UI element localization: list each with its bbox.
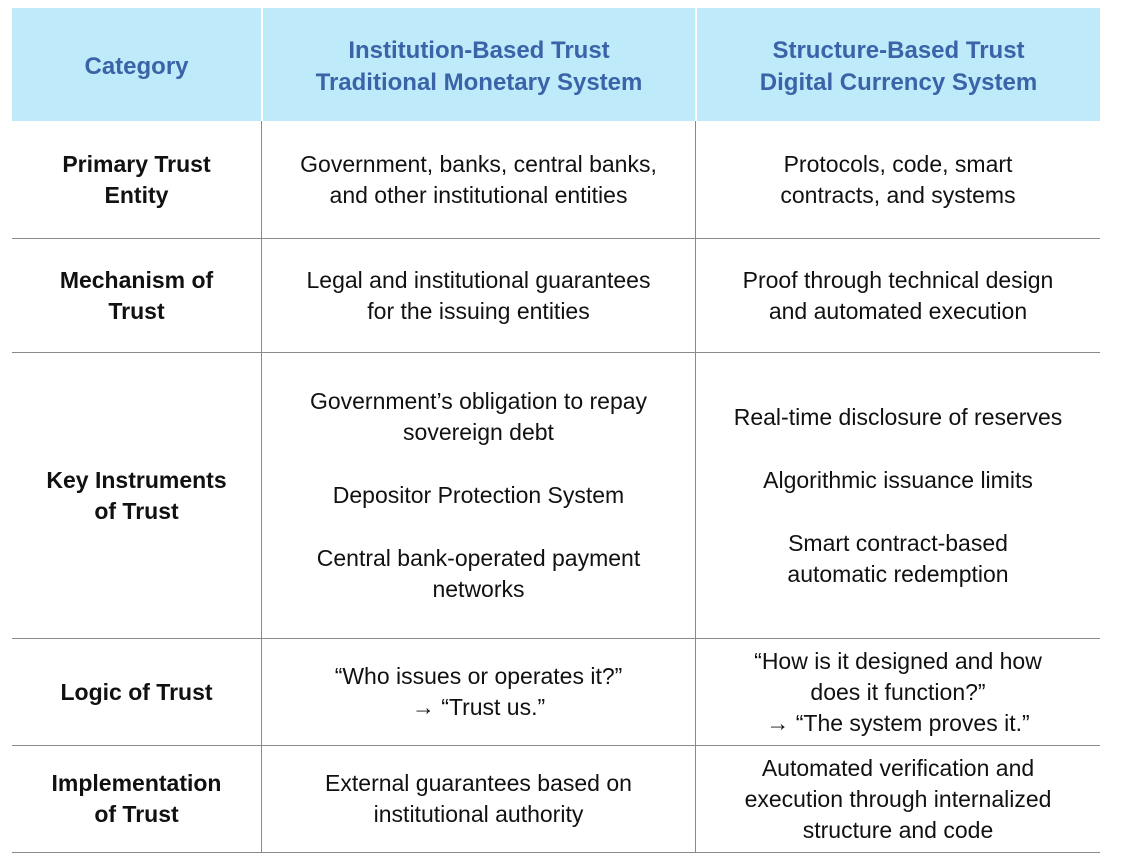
cell-line: “How is it designed and how: [754, 647, 1042, 674]
row-primary-trust-entity-structure: [695, 121, 1100, 239]
row-implementation-of-trust-institution: [261, 746, 695, 853]
category-line: of Trust: [94, 497, 179, 524]
row-logic-of-trust-category: [12, 639, 261, 746]
cell-line: institutional authority: [373, 801, 584, 827]
cell-line: Government, banks, central banks,: [300, 150, 657, 177]
row-primary-trust-entity-institution: [261, 121, 695, 239]
cell-line: execution through internalized: [744, 785, 1052, 812]
cell-line: does it function?”: [810, 678, 986, 705]
category-line: Primary Trust: [62, 150, 211, 177]
row-implementation-of-trust-structure: [695, 746, 1100, 853]
category-line: Mechanism of: [59, 266, 214, 293]
cell-line: → “The system proves it.”: [766, 709, 1030, 736]
header-category-label: Category: [84, 52, 189, 80]
cell-line: contracts, and systems: [780, 181, 1016, 208]
header-institution-line: Traditional Monetary System: [315, 68, 643, 96]
cell-line: Protocols, code, smart: [783, 150, 1013, 177]
cell-line: Real-time disclosure of reserves: [733, 403, 1063, 430]
instrument-item: [310, 386, 647, 448]
cell-line: Central bank-operated payment: [316, 545, 641, 571]
category-line: Implementation: [51, 770, 222, 796]
row-implementation-of-trust-category: [12, 746, 261, 853]
cell-line: External guarantees based on: [325, 770, 632, 796]
header-structure-line: Structure-Based Trust: [772, 36, 1025, 64]
cell-line: Government’s obligation to repay: [309, 388, 648, 414]
cell-line: and other institutional entities: [329, 181, 628, 208]
row-key-instruments-institution: [261, 353, 695, 639]
cell-line: “Who issues or operates it?”: [334, 663, 623, 689]
header-structure-line: Digital Currency System: [759, 68, 1038, 96]
instrument-item: [787, 528, 1008, 590]
header-institution-line: Institution-Based Trust: [348, 36, 610, 64]
instrument-item: [734, 402, 1063, 433]
cell-line: Smart contract-based: [788, 529, 1008, 556]
cell-line: and automated execution: [768, 297, 1028, 324]
instrument-item: [763, 465, 1033, 496]
cell-line: Legal and institutional guarantees: [306, 266, 651, 293]
row-key-instruments-structure: [695, 353, 1100, 639]
cell-line: Depositor Protection System: [332, 482, 625, 508]
cell-line: networks: [432, 576, 525, 602]
cell-line: Proof through technical design: [742, 266, 1054, 293]
cell-line: Automated verification and: [761, 754, 1035, 781]
header-institution-based-trust: [261, 8, 695, 121]
row-mechanism-of-trust-institution: [261, 239, 695, 353]
trust-comparison-table: [12, 8, 1100, 853]
cell-line: → “Trust us.”: [411, 694, 546, 720]
cell-line: structure and code: [802, 816, 994, 843]
category-line: Entity: [104, 181, 169, 208]
cell-line: Algorithmic issuance limits: [763, 466, 1033, 493]
category-line: Logic of Trust: [60, 678, 213, 705]
header-structure-based-trust: [695, 8, 1100, 121]
cell-line: for the issuing entities: [367, 297, 590, 324]
instrument-item: [317, 543, 640, 605]
category-line: Key Instruments: [46, 466, 227, 493]
category-line: Trust: [108, 297, 165, 324]
row-primary-trust-entity-category: [12, 121, 261, 239]
cell-line: sovereign debt: [403, 419, 554, 445]
instrument-item: [333, 480, 624, 511]
category-line: of Trust: [94, 801, 179, 827]
row-mechanism-of-trust-structure: [695, 239, 1100, 353]
row-logic-of-trust-institution: [261, 639, 695, 746]
cell-line: automatic redemption: [787, 560, 1009, 587]
row-logic-of-trust-structure: [695, 639, 1100, 746]
row-key-instruments-category: [12, 353, 261, 639]
header-category: [12, 8, 261, 121]
row-mechanism-of-trust-category: [12, 239, 261, 353]
